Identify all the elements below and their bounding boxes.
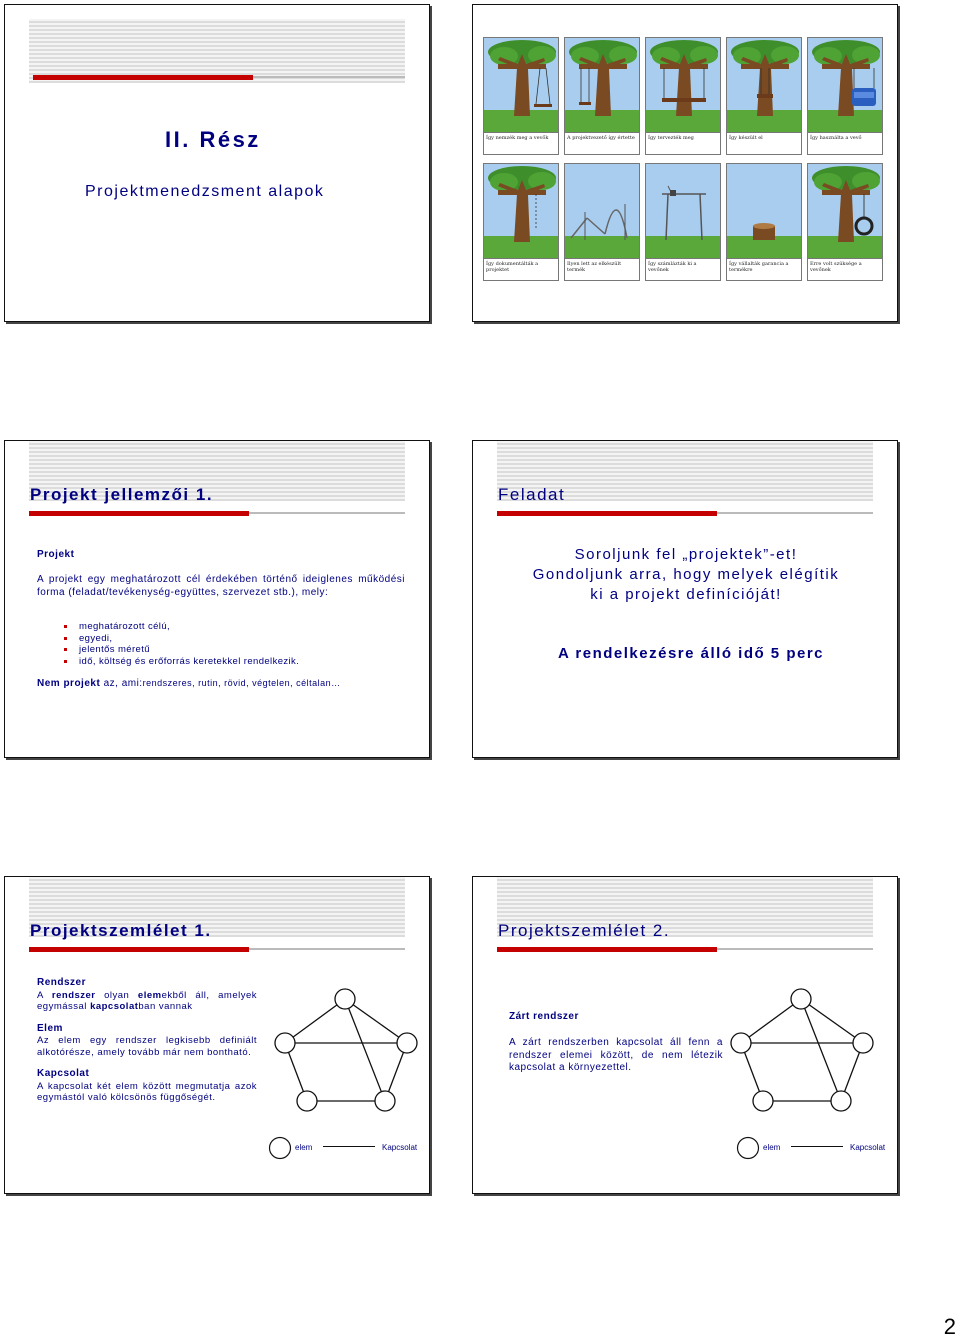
element-heading: Elem xyxy=(37,1022,63,1034)
slide-6 xyxy=(472,876,898,1194)
tree-illustration xyxy=(808,164,883,260)
tree-illustration xyxy=(646,164,721,260)
red-accent-bar xyxy=(33,75,253,80)
tree-illustration xyxy=(727,164,802,260)
list-item: egyedi, xyxy=(61,633,401,645)
slide-4 xyxy=(472,440,898,758)
comic-panel xyxy=(564,37,640,155)
comic-panel xyxy=(645,37,721,155)
tree-swing-comic xyxy=(483,37,889,289)
legend-elem-label: elem xyxy=(295,1143,313,1152)
non-project-traits: rendszeres, rutin, rövid, végtelen, céltalan… xyxy=(142,678,341,688)
text-span: olyan xyxy=(95,989,138,1001)
non-project-label: Nem projekt xyxy=(37,678,101,689)
comic-caption: Így használta a vevő xyxy=(808,132,882,154)
time-limit: A rendelkezésre álló idő 5 perc xyxy=(557,645,825,662)
task-line-1: Soroljunk fel „projektek”-et! xyxy=(574,546,798,563)
red-accent-bar xyxy=(29,511,249,516)
term-kapcsolat: kapcsolat xyxy=(90,1001,139,1012)
legend-kapcsolat-label: Kapcsolat xyxy=(850,1143,886,1152)
red-accent-bar xyxy=(497,511,717,516)
connection-line xyxy=(345,999,385,1101)
closed-system-heading: Zárt rendszer xyxy=(509,1011,579,1022)
tree-illustration xyxy=(565,38,640,134)
comic-panel xyxy=(807,163,883,281)
red-accent-bar xyxy=(497,947,717,952)
element-node xyxy=(297,1091,317,1111)
system-definition xyxy=(37,990,257,1013)
connection-line xyxy=(285,999,345,1043)
tree-illustration xyxy=(484,38,559,134)
characteristics-list xyxy=(61,621,401,667)
divider-line xyxy=(249,948,405,950)
connection-heading: Kapcsolat xyxy=(37,1068,90,1079)
connection-line xyxy=(741,999,801,1043)
slide-title: II. Rész xyxy=(165,127,261,152)
element-node xyxy=(275,1033,295,1053)
comic-caption: Ilyen lett az elkészült termék xyxy=(565,258,639,280)
legend-line-icon xyxy=(323,1146,375,1147)
text-span: ban vannak xyxy=(138,1001,193,1012)
comic-panel xyxy=(483,37,559,155)
slide-title: Projektszemlélet 1. xyxy=(30,921,212,940)
section-heading: Projekt xyxy=(37,549,75,560)
text-span: A xyxy=(37,989,52,1001)
comic-panel xyxy=(726,37,802,155)
comic-caption: Így számlázták ki a vevőnek xyxy=(646,258,720,280)
slide-subtitle: Projektmenedzsment alapok xyxy=(85,183,325,200)
term-rendszer: rendszer xyxy=(51,989,96,1001)
text-span: ekből áll, amelyek egymással xyxy=(37,989,257,1012)
comic-panel xyxy=(726,163,802,281)
legend-line-icon xyxy=(791,1146,843,1147)
comic-panel xyxy=(807,37,883,155)
comic-caption: Így tervezték meg xyxy=(646,132,720,154)
red-accent-bar xyxy=(29,947,249,952)
slide-title: Feladat xyxy=(498,485,566,504)
slide-1 xyxy=(4,4,430,322)
comic-panel xyxy=(645,163,721,281)
task-line-2: Gondoljunk arra, hogy melyek elégítik xyxy=(532,566,840,583)
tree-illustration xyxy=(565,164,640,260)
comic-caption: A projektvezető így értette xyxy=(565,132,639,154)
non-project-connector: az, ami: xyxy=(100,678,143,689)
task-line-3: ki a projekt definícióját! xyxy=(590,586,782,603)
element-node xyxy=(731,1033,751,1053)
system-heading: Rendszer xyxy=(37,977,87,988)
comic-caption: Így készült el xyxy=(727,132,801,154)
tree-illustration xyxy=(727,38,802,134)
element-node xyxy=(791,989,811,1009)
legend-elem-label: elem xyxy=(763,1143,781,1152)
connection-line xyxy=(801,999,841,1101)
legend-node-icon xyxy=(735,1135,761,1161)
divider-line xyxy=(717,948,873,950)
task-text xyxy=(473,545,898,605)
connection-definition: A kapcsolat két elem között megmutatja azok egymástól való kölcsönös függőségét. xyxy=(37,1080,257,1103)
legend-kapcsolat-label: Kapcsolat xyxy=(382,1143,418,1152)
tree-illustration xyxy=(646,38,721,134)
slide-title: Projektszemlélet 2. xyxy=(498,921,671,940)
element-node xyxy=(753,1091,773,1111)
decorative-lines xyxy=(29,19,405,83)
slide-5 xyxy=(4,876,430,1194)
element-node xyxy=(831,1091,851,1111)
closed-system-definition: A zárt rendszerben kapcsolat áll fenn a rendszer elemei között, de nem létezik kapcsolat a környezettel. xyxy=(509,1037,723,1073)
tree-illustration xyxy=(484,164,559,260)
comic-panel xyxy=(564,163,640,281)
page-number: 2 xyxy=(943,1314,956,1339)
tree-illustration xyxy=(808,38,883,134)
comic-caption: Így nemzék meg a vevők xyxy=(484,132,558,154)
comic-panel xyxy=(483,163,559,281)
element-node xyxy=(375,1091,395,1111)
element-node xyxy=(335,989,355,1009)
slide-title: Projekt jellemzői 1. xyxy=(30,485,214,504)
divider-line xyxy=(253,76,405,78)
divider-line xyxy=(249,512,405,514)
comic-caption: Erre volt szüksége a vevőnek xyxy=(808,258,882,280)
element-node xyxy=(397,1033,417,1053)
element-node xyxy=(853,1033,873,1053)
non-project-line xyxy=(37,677,417,691)
definition-paragraph: A projekt egy meghatározott cél érdekében történő ideiglenes működési forma (feladat/tevékenység-együttes, szervezet stb.), mely: xyxy=(37,574,405,598)
list-item: jelentős méretű xyxy=(61,644,401,656)
element-definition: Az elem egy rendszer legkisebb definiált alkotórésze, amely tovább már nem bontható. xyxy=(37,1035,257,1058)
list-item: meghatározott célú, xyxy=(61,621,401,633)
closed-system-diagram xyxy=(729,985,879,1125)
slide-3 xyxy=(4,440,430,758)
definitions-column xyxy=(37,977,257,1104)
legend-node-icon xyxy=(267,1135,293,1161)
system-network-diagram xyxy=(273,985,423,1125)
comic-caption: Így dokumentálták a projektet xyxy=(484,258,558,280)
comic-caption: Így vállalták garancia a termékre xyxy=(727,258,801,280)
term-elem: elem xyxy=(137,989,162,1001)
slide-2-comic xyxy=(472,4,898,322)
divider-line xyxy=(717,512,873,514)
list-item: idő, költség és erőforrás keretekkel rendelkezik. xyxy=(61,656,401,668)
